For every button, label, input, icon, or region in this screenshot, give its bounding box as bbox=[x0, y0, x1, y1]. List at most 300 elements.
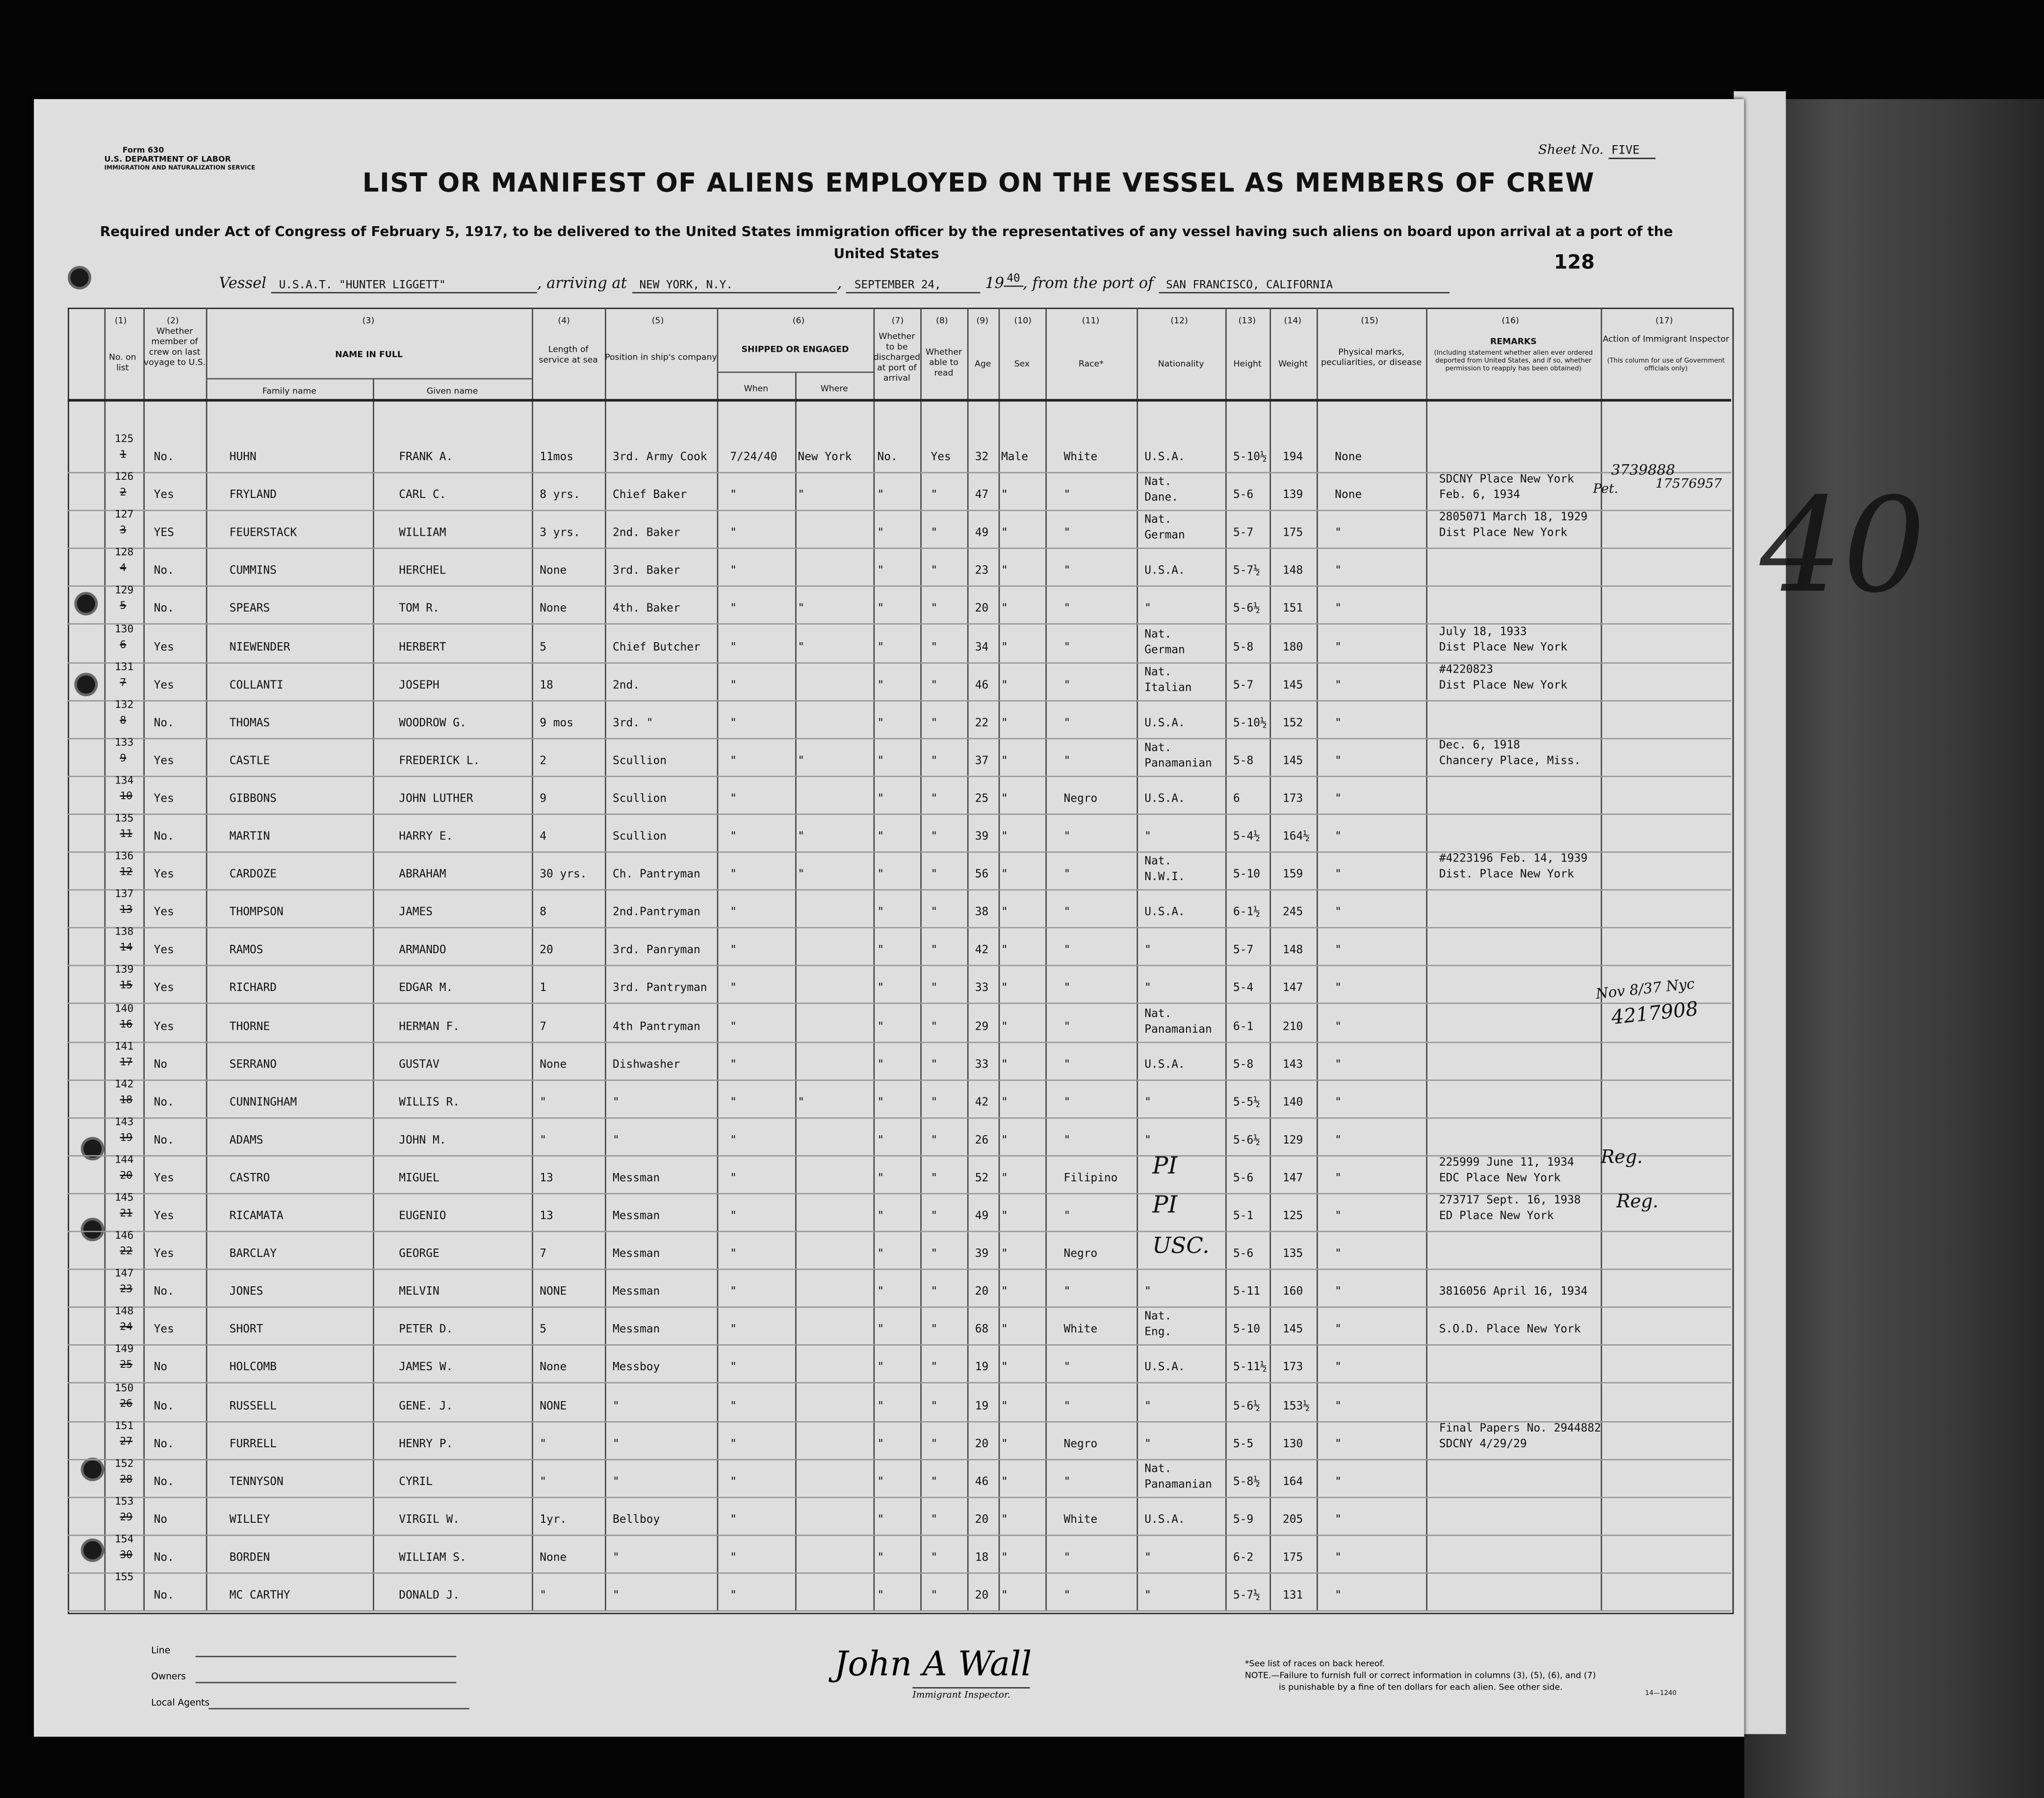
nationality: Panamanian bbox=[1144, 1478, 1212, 1491]
column-number: (2) bbox=[167, 315, 179, 326]
nationality-prefix: Nat. bbox=[1144, 1310, 1172, 1324]
discharged: " bbox=[877, 906, 884, 920]
physical-marks: " bbox=[1335, 1513, 1342, 1527]
nationality: German bbox=[1144, 643, 1185, 657]
physical-marks: " bbox=[1335, 1172, 1342, 1185]
family-name: WILLEY bbox=[229, 1513, 270, 1527]
physical-marks: " bbox=[1335, 565, 1342, 578]
position: Messman bbox=[613, 1285, 660, 1299]
family-name: MC CARTHY bbox=[229, 1589, 290, 1603]
sex: " bbox=[1001, 602, 1008, 616]
length-of-service: 8 bbox=[540, 906, 546, 920]
column-rule bbox=[1269, 308, 1271, 1612]
able-to-read: " bbox=[931, 830, 938, 844]
col-discharged: Whether to be discharged at port of arrival bbox=[873, 331, 920, 384]
remarks: 273717 Sept. 16, 1938 bbox=[1439, 1194, 1581, 1208]
height: 5-11½ bbox=[1233, 1361, 1267, 1375]
able-to-read: " bbox=[931, 868, 938, 882]
family-name: THOMPSON bbox=[229, 906, 284, 920]
height: 5-10 bbox=[1233, 1324, 1261, 1337]
crew-status: Yes bbox=[154, 868, 174, 882]
physical-marks: " bbox=[1335, 906, 1342, 920]
old-list-number: 5 bbox=[120, 600, 127, 612]
nationality: " bbox=[1144, 1285, 1152, 1299]
discharged: " bbox=[877, 982, 884, 995]
sex: " bbox=[1001, 868, 1008, 882]
able-to-read: " bbox=[931, 792, 938, 806]
weight: 139 bbox=[1282, 489, 1303, 502]
handwritten-usc: USC. bbox=[1152, 1233, 1210, 1260]
able-to-read: " bbox=[931, 678, 938, 692]
nationality-prefix: Nat. bbox=[1144, 855, 1172, 869]
shipped-where: " bbox=[798, 1096, 805, 1109]
age: 19 bbox=[975, 1400, 989, 1413]
age: 19 bbox=[975, 1361, 989, 1375]
family-name: FRYLAND bbox=[229, 489, 277, 502]
race: " bbox=[1063, 1096, 1071, 1109]
physical-marks: " bbox=[1335, 792, 1342, 806]
position: " bbox=[613, 1096, 620, 1109]
service-name: IMMIGRATION AND NATURALIZATION SERVICE bbox=[104, 165, 256, 172]
vessel-label: Vessel bbox=[219, 273, 267, 292]
nationality: " bbox=[1144, 944, 1152, 958]
given-name: GEORGE bbox=[399, 1248, 440, 1261]
arriving-label: , arriving at bbox=[537, 273, 627, 292]
weight: 131 bbox=[1282, 1589, 1303, 1603]
sex: " bbox=[1001, 1361, 1008, 1375]
old-list-number: 4 bbox=[120, 562, 127, 574]
position: Messboy bbox=[613, 1361, 660, 1375]
document-subtitle: Required under Act of Congress of February 5, 1917, to be delivered to the United States immigration officer by the representatives of any vessel having such aliens on board upon arrival at a port of the United States bbox=[100, 224, 1673, 262]
list-number: 149 bbox=[114, 1343, 134, 1355]
crew-status: No. bbox=[154, 451, 174, 465]
height: 5-7½ bbox=[1233, 565, 1261, 578]
family-name: CASTLE bbox=[229, 755, 270, 768]
crew-status: Yes bbox=[154, 1248, 174, 1261]
nationality: U.S.A. bbox=[1144, 906, 1185, 920]
length-of-service: " bbox=[540, 1134, 546, 1147]
old-list-number: 27 bbox=[120, 1435, 133, 1447]
document-title: LIST OR MANIFEST OF ALIENS EMPLOYED ON THE VESSEL AS MEMBERS OF CREW bbox=[362, 167, 1595, 198]
weight: 159 bbox=[1282, 868, 1303, 882]
arrival-date: SEPTEMBER 24, bbox=[847, 279, 980, 293]
form-identifier bbox=[104, 146, 256, 174]
length-of-service: 13 bbox=[540, 1172, 553, 1185]
family-name: SHORT bbox=[229, 1324, 263, 1337]
able-to-read: " bbox=[931, 527, 938, 540]
nationality-prefix: Nat. bbox=[1144, 1462, 1172, 1476]
column-number: (8) bbox=[936, 315, 948, 326]
sex: " bbox=[1001, 527, 1008, 540]
discharged: " bbox=[877, 1020, 884, 1034]
list-number: 135 bbox=[114, 812, 134, 824]
shipped-when: " bbox=[730, 1437, 737, 1451]
old-list-number: 12 bbox=[120, 865, 133, 878]
age: 34 bbox=[975, 641, 989, 654]
handwritten-note: Nov 8/37 Nyc bbox=[1595, 975, 1696, 1003]
handwritten-pi: PI bbox=[1152, 1152, 1178, 1180]
sex: " bbox=[1001, 1210, 1008, 1223]
remarks-line-2: SDCNY 4/29/29 bbox=[1439, 1437, 1527, 1451]
row-rule bbox=[68, 965, 1731, 966]
family-name: FEUERSTACK bbox=[229, 527, 297, 540]
nationality-prefix: Nat. bbox=[1144, 627, 1172, 641]
able-to-read: " bbox=[931, 1551, 938, 1564]
row-rule bbox=[68, 1610, 1731, 1612]
height: 5-6½ bbox=[1233, 1134, 1261, 1147]
column-number: (13) bbox=[1238, 315, 1256, 326]
year-suffix: 40 bbox=[1004, 272, 1023, 287]
old-list-number: 16 bbox=[120, 1017, 133, 1030]
position: " bbox=[613, 1400, 620, 1413]
age: 22 bbox=[975, 716, 989, 730]
weight: 147 bbox=[1282, 1172, 1303, 1185]
shipped-when: " bbox=[730, 678, 737, 692]
crew-status: Yes bbox=[154, 755, 174, 768]
shipped-when: " bbox=[730, 1513, 737, 1527]
height: 5-6½ bbox=[1233, 1400, 1261, 1413]
list-number: 152 bbox=[114, 1457, 134, 1469]
physical-marks: " bbox=[1335, 678, 1342, 692]
column-number: (15) bbox=[1361, 315, 1378, 326]
column-rule bbox=[143, 308, 145, 1612]
list-number: 154 bbox=[114, 1533, 134, 1545]
given-name: WILLIS R. bbox=[399, 1096, 460, 1109]
family-name: RAMOS bbox=[229, 944, 263, 958]
age: 46 bbox=[975, 1475, 989, 1489]
age: 49 bbox=[975, 1210, 989, 1223]
old-list-number: 20 bbox=[120, 1169, 133, 1181]
length-of-service: 20 bbox=[540, 944, 553, 958]
col-shipped-where: Where bbox=[820, 383, 848, 394]
remarks-line-2: Chancery Place, Miss. bbox=[1439, 755, 1581, 768]
height: 5-7 bbox=[1233, 527, 1254, 540]
list-number: 146 bbox=[114, 1229, 134, 1242]
given-name: VIRGIL W. bbox=[399, 1513, 460, 1527]
nationality: " bbox=[1144, 1551, 1152, 1564]
nationality: U.S.A. bbox=[1144, 1513, 1185, 1527]
family-name: COLLANTI bbox=[229, 678, 284, 692]
given-name: ARMANDO bbox=[399, 944, 446, 958]
shipped-where: " bbox=[798, 830, 805, 844]
race: White bbox=[1063, 1324, 1098, 1337]
column-number: (3) bbox=[362, 315, 375, 326]
physical-marks: " bbox=[1335, 1248, 1342, 1261]
col-name-in-full: NAME IN FULL bbox=[335, 349, 403, 360]
age: 46 bbox=[975, 678, 989, 692]
sheet-number-label: Sheet No. bbox=[1538, 143, 1604, 158]
sex: " bbox=[1001, 641, 1008, 654]
col-crew-last-voyage: Whether member of crew on last voyage to U.S. bbox=[144, 326, 206, 368]
length-of-service: " bbox=[540, 1096, 546, 1109]
race: " bbox=[1063, 1210, 1071, 1223]
col-length-of-service: Length of service at sea bbox=[539, 344, 598, 365]
able-to-read: " bbox=[931, 641, 938, 654]
column-rule bbox=[1426, 308, 1427, 1612]
list-number: 141 bbox=[114, 1040, 134, 1052]
given-name: GENE. J. bbox=[399, 1400, 453, 1413]
column-number: (1) bbox=[114, 315, 127, 326]
list-number: 130 bbox=[114, 623, 134, 634]
able-to-read: " bbox=[931, 1096, 938, 1109]
height: 6-1 bbox=[1233, 1020, 1254, 1034]
sex: " bbox=[1001, 1248, 1008, 1261]
height: 5-6 bbox=[1233, 489, 1254, 502]
list-number: 143 bbox=[114, 1116, 134, 1128]
manifest-table bbox=[68, 308, 1734, 1614]
given-name: JOSEPH bbox=[399, 678, 440, 692]
column-number: (6) bbox=[792, 315, 805, 326]
column-number: (9) bbox=[976, 315, 988, 326]
physical-marks: " bbox=[1335, 830, 1342, 844]
age: 26 bbox=[975, 1134, 989, 1147]
nationality: " bbox=[1144, 1589, 1152, 1603]
given-name: MELVIN bbox=[399, 1285, 440, 1299]
race: " bbox=[1063, 1589, 1071, 1603]
physical-marks: " bbox=[1335, 1134, 1342, 1147]
family-name: HUHN bbox=[229, 451, 257, 465]
discharged: " bbox=[877, 1210, 884, 1223]
discharged: No. bbox=[877, 451, 898, 465]
family-name: JONES bbox=[229, 1285, 263, 1299]
age: 20 bbox=[975, 1437, 989, 1451]
weight: 130 bbox=[1282, 1437, 1303, 1451]
sex: " bbox=[1001, 1475, 1008, 1489]
length-of-service: None bbox=[540, 1551, 567, 1564]
height: 5-10 bbox=[1233, 868, 1261, 882]
crew-status: Yes bbox=[154, 1210, 174, 1223]
crew-status: No. bbox=[154, 1551, 174, 1564]
able-to-read: " bbox=[931, 1210, 938, 1223]
list-number: 136 bbox=[114, 850, 134, 862]
shipped-when: " bbox=[730, 755, 737, 768]
age: 20 bbox=[975, 602, 989, 616]
weight: 147 bbox=[1282, 982, 1303, 995]
shipped-when: " bbox=[730, 906, 737, 920]
sex: " bbox=[1001, 755, 1008, 768]
shipped-where: New York bbox=[798, 451, 852, 465]
given-name: ABRAHAM bbox=[399, 868, 446, 882]
shipped-where: " bbox=[798, 489, 805, 502]
shipped-when: " bbox=[730, 1285, 737, 1299]
race: " bbox=[1063, 489, 1071, 502]
sex: " bbox=[1001, 830, 1008, 844]
shipped-when: " bbox=[730, 1400, 737, 1413]
handwritten-number: 3739888 bbox=[1611, 461, 1675, 479]
weight: 145 bbox=[1282, 1324, 1303, 1337]
discharged: " bbox=[877, 1513, 884, 1527]
owners-label: Owners bbox=[151, 1671, 186, 1682]
discharged: " bbox=[877, 1285, 884, 1299]
position: " bbox=[613, 1437, 620, 1451]
length-of-service: " bbox=[540, 1589, 546, 1603]
old-list-number: 10 bbox=[120, 790, 133, 802]
form-number: Form 630 bbox=[122, 146, 164, 156]
remarks-line-2: Feb. 6, 1934 bbox=[1439, 489, 1520, 502]
old-list-number: 9 bbox=[120, 752, 127, 764]
weight: 173 bbox=[1282, 1361, 1303, 1375]
able-to-read: " bbox=[931, 565, 938, 578]
age: 47 bbox=[975, 489, 989, 502]
physical-marks: " bbox=[1335, 755, 1342, 768]
position: Scullion bbox=[613, 830, 667, 844]
inspector-signature: John A Wall bbox=[834, 1645, 1032, 1685]
row-rule bbox=[68, 776, 1731, 777]
sex: " bbox=[1001, 944, 1008, 958]
col-position: Position in ship's company bbox=[605, 352, 717, 363]
shipped-when: " bbox=[730, 830, 737, 844]
given-name: HARRY E. bbox=[399, 830, 453, 844]
physical-marks: " bbox=[1335, 982, 1342, 995]
given-name: JOHN LUTHER bbox=[399, 792, 473, 806]
height: 5-7 bbox=[1233, 678, 1254, 692]
nationality: Italian bbox=[1144, 681, 1192, 695]
column-rule bbox=[967, 308, 969, 1612]
discharged: " bbox=[877, 792, 884, 806]
col-nationality: Nationality bbox=[1158, 358, 1204, 369]
family-name: CUMMINS bbox=[229, 565, 277, 578]
position: " bbox=[613, 1551, 620, 1564]
nationality-prefix: Nat. bbox=[1144, 1007, 1172, 1020]
nationality: " bbox=[1144, 602, 1152, 616]
sex: " bbox=[1001, 678, 1008, 692]
sex: " bbox=[1001, 1400, 1008, 1413]
age: 39 bbox=[975, 1248, 989, 1261]
weight: 164 bbox=[1282, 1475, 1303, 1489]
line-rule bbox=[196, 1656, 457, 1657]
weight: 194 bbox=[1282, 451, 1303, 465]
old-list-number: 30 bbox=[120, 1549, 133, 1561]
age: 18 bbox=[975, 1551, 989, 1564]
height: 5-1 bbox=[1233, 1210, 1254, 1223]
column-rule bbox=[373, 378, 374, 1612]
race: " bbox=[1063, 1134, 1071, 1147]
position: Messman bbox=[613, 1210, 660, 1223]
old-list-number: 19 bbox=[120, 1131, 133, 1144]
crew-status: No. bbox=[154, 1285, 174, 1299]
length-of-service: 5 bbox=[540, 641, 546, 654]
list-number: 127 bbox=[114, 509, 134, 521]
weight: 129 bbox=[1282, 1134, 1303, 1147]
family-name: FURRELL bbox=[229, 1437, 277, 1451]
height: 5-6 bbox=[1233, 1172, 1254, 1185]
col-shipped-when: When bbox=[744, 383, 769, 394]
list-number: 147 bbox=[114, 1267, 134, 1279]
handwritten-pi: PI bbox=[1152, 1192, 1178, 1219]
nationality: U.S.A. bbox=[1144, 451, 1185, 465]
physical-marks: " bbox=[1335, 527, 1342, 540]
physical-marks: None bbox=[1335, 451, 1362, 465]
shipped-where: " bbox=[798, 755, 805, 768]
row-rule bbox=[68, 1117, 1731, 1119]
length-of-service: 3 yrs. bbox=[540, 527, 580, 540]
given-name: GUSTAV bbox=[399, 1058, 440, 1071]
race: " bbox=[1063, 1361, 1071, 1375]
sex: " bbox=[1001, 1058, 1008, 1071]
race: White bbox=[1063, 451, 1098, 465]
form-code: 14—1240 bbox=[1645, 1690, 1677, 1698]
height: 6 bbox=[1233, 792, 1240, 806]
row-rule bbox=[68, 1535, 1731, 1536]
old-list-number: 29 bbox=[120, 1511, 133, 1523]
column-rule bbox=[1225, 308, 1227, 1612]
nationality: " bbox=[1144, 982, 1152, 995]
age: 42 bbox=[975, 944, 989, 958]
position: Dishwasher bbox=[613, 1058, 680, 1071]
column-number: (17) bbox=[1656, 315, 1673, 326]
race: Negro bbox=[1063, 1248, 1098, 1261]
row-rule bbox=[68, 1231, 1731, 1232]
column-rule bbox=[1137, 308, 1138, 1612]
length-of-service: 18 bbox=[540, 678, 553, 692]
shipped-when: " bbox=[730, 1361, 737, 1375]
discharged: " bbox=[877, 1324, 884, 1337]
list-number: 153 bbox=[114, 1495, 134, 1507]
row-rule bbox=[68, 813, 1731, 815]
given-name: EUGENIO bbox=[399, 1210, 446, 1223]
height: 6-2 bbox=[1233, 1551, 1254, 1564]
column-rule bbox=[795, 371, 797, 1611]
length-of-service: 8 yrs. bbox=[540, 489, 580, 502]
shipped-where: " bbox=[798, 868, 805, 882]
row-rule bbox=[68, 1496, 1731, 1498]
length-of-service: NONE bbox=[540, 1400, 567, 1413]
list-number: 138 bbox=[114, 926, 134, 938]
column-number: (12) bbox=[1170, 315, 1188, 326]
position: " bbox=[613, 1475, 620, 1489]
row-rule bbox=[68, 1079, 1731, 1080]
given-name: DONALD J. bbox=[399, 1589, 460, 1603]
old-list-number: 11 bbox=[120, 828, 133, 840]
family-name: RUSSELL bbox=[229, 1400, 277, 1413]
crew-status: Yes bbox=[154, 1020, 174, 1034]
sex: " bbox=[1001, 1324, 1008, 1337]
length-of-service: 1 bbox=[540, 982, 546, 995]
sex: " bbox=[1001, 716, 1008, 730]
list-number: 142 bbox=[114, 1078, 134, 1090]
year-prefix: 19 bbox=[985, 273, 1005, 292]
column-rule bbox=[1601, 308, 1602, 1612]
height: 5-8 bbox=[1233, 755, 1254, 768]
race: Filipino bbox=[1063, 1172, 1118, 1185]
remarks: 3816056 April 16, 1934 bbox=[1439, 1285, 1588, 1299]
position: " bbox=[613, 1589, 620, 1603]
col-family-name: Family name bbox=[262, 386, 316, 396]
height: 5-9 bbox=[1233, 1513, 1254, 1527]
position: 2nd. bbox=[613, 678, 640, 692]
column-rule bbox=[1317, 308, 1318, 1612]
old-list-number: 1 bbox=[120, 448, 127, 461]
crew-status: Yes bbox=[154, 678, 174, 692]
handwritten-reg: Reg. bbox=[1601, 1147, 1643, 1169]
physical-marks: " bbox=[1335, 1475, 1342, 1489]
family-name: RICHARD bbox=[229, 982, 277, 995]
footer-note-penalty-cont: is punishable by a fine of ten dollars for each alien. See other side. bbox=[1279, 1682, 1563, 1693]
discharged: " bbox=[877, 1361, 884, 1375]
position: Scullion bbox=[613, 755, 667, 768]
length-of-service: 9 bbox=[540, 792, 546, 806]
weight: 175 bbox=[1282, 527, 1303, 540]
shipped-when: " bbox=[730, 944, 737, 958]
binder-hole bbox=[68, 266, 91, 289]
able-to-read: " bbox=[931, 1285, 938, 1299]
agents-rule bbox=[208, 1708, 469, 1710]
shipped-when: " bbox=[730, 1134, 737, 1147]
position: 3rd. Baker bbox=[613, 565, 680, 578]
weight: 160 bbox=[1282, 1285, 1303, 1299]
row-rule bbox=[68, 1572, 1731, 1574]
nationality: German bbox=[1144, 529, 1185, 543]
